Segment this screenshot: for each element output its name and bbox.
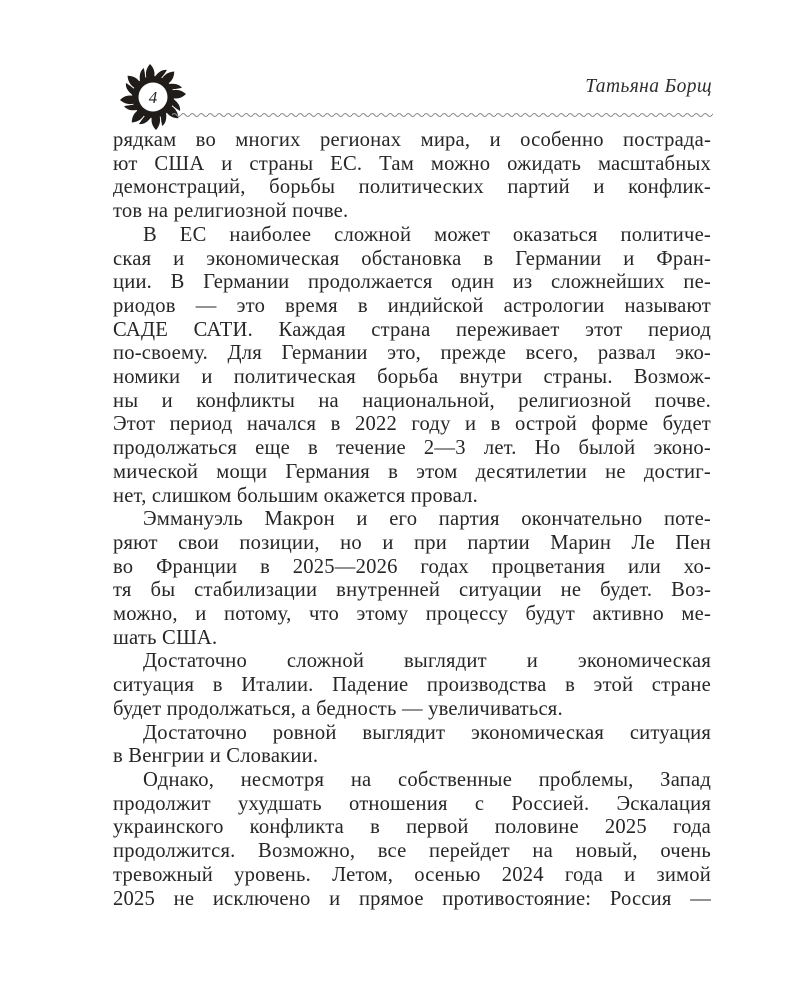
text-line: ции. В Германии продолжается один из сложнейших пе- <box>113 271 711 294</box>
text-line: ют США и страны ЕС. Там можно ожидать масштабных <box>113 152 711 175</box>
text-line: тов на религиозной почве. <box>113 200 349 223</box>
text-line: ряют свои позиции, но и при партии Марин Ле Пен <box>113 531 711 554</box>
text-line: украинского конфликта в первой половине 2025 года <box>113 816 711 839</box>
text-line: можно, и потому, что этому процессу будут активно ме- <box>113 603 711 626</box>
text-line: ны и конфликты на национальной, религиозной почве. <box>113 389 711 412</box>
text-line: САДЕ САТИ. Каждая страна переживает этот период <box>113 318 711 341</box>
text-line: мической мощи Германия в этом десятилетии не достиг- <box>113 460 711 483</box>
text-line: номики и политическая борьба внутри страны. Возмож- <box>113 366 711 389</box>
text-line: шать США. <box>113 626 218 649</box>
page-text <box>113 129 711 911</box>
text-line: нет, слишком большим окажется провал. <box>113 484 478 507</box>
text-line: тревожный уровень. Летом, осенью 2024 года и зимой <box>113 863 711 886</box>
page-number: 4 <box>148 88 158 107</box>
text-line: продолжит ухудшать отношения с Россией. Эскалация <box>113 792 711 815</box>
text-line: Этот период начался в 2022 году и в острой форме будет <box>113 413 711 436</box>
text-line: риодов — это время в индийской астрологии называют <box>113 294 711 317</box>
text-line: ситуация в Италии. Падение производства в этой стране <box>113 674 711 697</box>
text-line: во Франции в 2025—2026 годах процветания или хо- <box>113 555 711 578</box>
text-line: будет продолжаться, а бедность — увеличиваться. <box>113 697 563 720</box>
text-line: рядкам во многих регионах мира, и особенно пострада- <box>113 129 711 151</box>
text-line: Эммануэль Макрон и его партия окончательно поте- <box>143 508 711 531</box>
text-line: демонстраций, борьбы политических партий и конфлик- <box>113 176 711 199</box>
text-line: ская и экономическая обстановка в Германии и Фран- <box>113 247 711 270</box>
text-line: Однако, несмотря на собственные проблемы, Запад <box>143 768 711 791</box>
wavy-divider <box>172 111 713 119</box>
text-line: В ЕС наиболее сложной может оказаться политиче- <box>143 223 711 246</box>
text-line: 2025 не исключено и прямое противостояние: Россия — <box>113 887 711 910</box>
text-line: по-своему. Для Германии это, прежде всего, развал эко- <box>113 342 711 365</box>
text-line: Достаточно ровной выглядит экономическая ситуация <box>143 721 711 744</box>
text-line: продолжаться еще в течение 2—3 лет. Но былой эконо- <box>113 437 711 460</box>
running-head-author: Татьяна Борщ <box>585 76 712 97</box>
text-line: в Венгрии и Словакии. <box>113 745 319 768</box>
sun-ornament-icon <box>119 62 187 130</box>
text-line: продолжится. Возможно, все перейдет на новый, очень <box>113 840 711 863</box>
text-line: Достаточно сложной выглядит и экономическая <box>143 650 711 673</box>
text-line: тя бы стабилизации внутренней ситуации не будет. Воз- <box>113 579 711 602</box>
page-header <box>0 0 800 130</box>
